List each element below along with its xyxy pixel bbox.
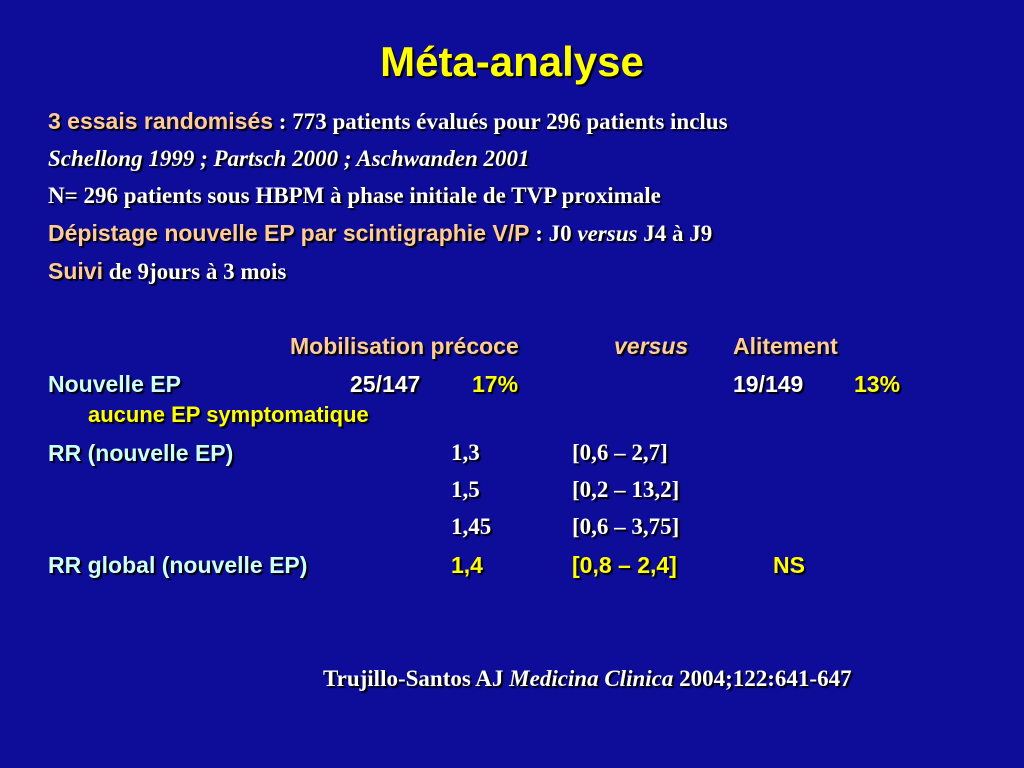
new-pe-group-b-count: 19/149 <box>733 371 804 397</box>
new-pe-note: aucune EP symptomatique <box>88 402 369 427</box>
rr-global-significance: NS <box>773 552 805 578</box>
followup-label: Suivi <box>48 258 103 284</box>
trials-label: 3 essais randomisés <box>48 108 274 134</box>
rr-global-value: 1,4 <box>451 552 483 578</box>
rr-row-3-value: 1,45 <box>451 514 492 539</box>
rr-row-2-ci: [0,2 – 13,2] <box>572 477 680 502</box>
population-line: N= 296 patients sous HBPM à phase initiale de TVP proximale <box>48 183 661 208</box>
followup-text: de 9jours à 3 mois <box>102 259 287 284</box>
new-pe-group-b-pct: 13% <box>854 371 901 397</box>
screening-label: Dépistage nouvelle EP par scintigraphie V/P <box>48 220 530 246</box>
rr-label: RR (nouvelle EP) <box>48 440 234 466</box>
rr-row-1-value: 1,3 <box>451 440 480 465</box>
rr-row-2-value: 1,5 <box>451 477 480 502</box>
rr-row-1-ci: [0,6 – 2,7] <box>572 440 668 465</box>
citation <box>323 666 852 692</box>
versus-header: versus <box>614 333 689 359</box>
slide-title: Méta-analyse <box>380 38 644 85</box>
new-pe-group-a-count: 25/147 <box>350 371 421 397</box>
group-a-header: Mobilisation précoce <box>290 333 519 359</box>
trials-text: : 773 patients évalués pour 296 patients inclus <box>273 109 728 134</box>
rr-global-label: RR global (nouvelle EP) <box>48 552 308 578</box>
screening-versus: versus <box>577 221 638 246</box>
trials-line <box>48 108 728 135</box>
citation-details: 2004;122:641-647 <box>673 666 852 691</box>
new-pe-label: Nouvelle EP <box>48 371 181 397</box>
screening-text-a: : J0 <box>529 221 578 246</box>
screening-text-b: J4 à J9 <box>637 221 713 246</box>
rr-global-ci: [0,8 – 2,4] <box>572 552 677 578</box>
followup-line <box>48 258 286 285</box>
rr-row-3-ci: [0,6 – 3,75] <box>572 514 680 539</box>
citation-journal: Medicina Clinica <box>509 666 674 691</box>
new-pe-group-a-pct: 17% <box>472 371 519 397</box>
group-b-header: Alitement <box>733 333 838 359</box>
citation-authors: Trujillo-Santos AJ <box>323 666 510 691</box>
references-line: Schellong 1999 ; Partsch 2000 ; Aschwanden 2001 <box>48 146 530 171</box>
screening-line <box>48 220 712 247</box>
